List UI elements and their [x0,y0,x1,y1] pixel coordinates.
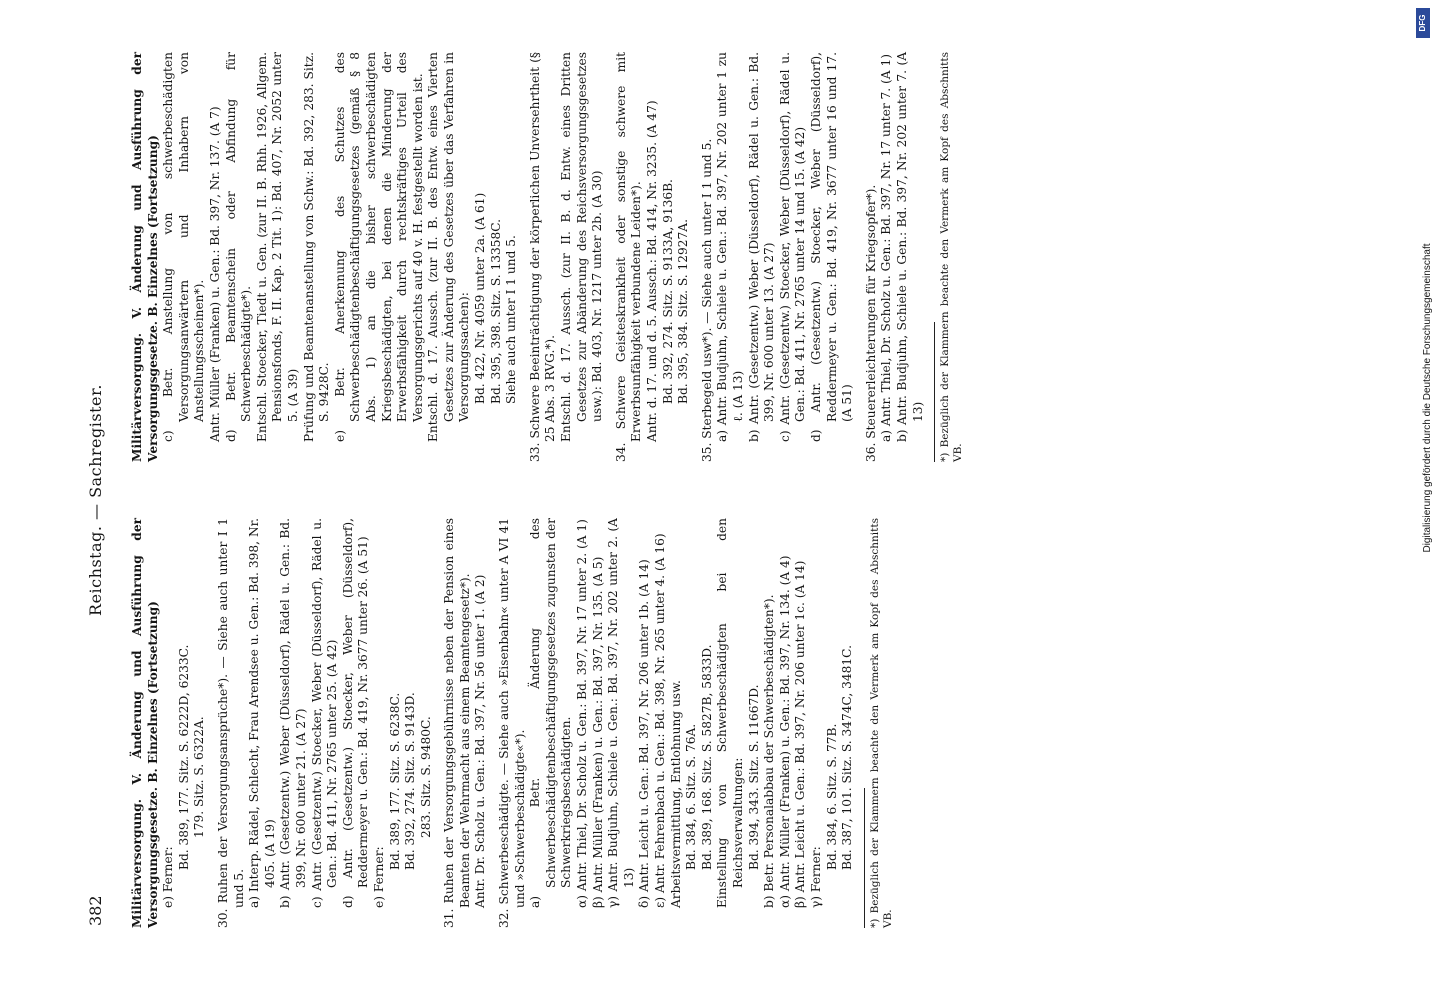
right-entry: Prüfung und Beamtenanstellung von Schw.: Bd. 392, 283. Sitz. S. 9428C. [301,52,332,442]
footnote-rule [934,322,935,462]
right-entry: Bd. 395, 398. Sitz. S. 13358C. [488,218,503,404]
spacer [520,52,528,462]
right-entry: Antr. d. 17. und d. 5. Aussch.: Bd. 414, Nr. 3235. (A 47) [645,100,659,442]
left-entry: Einstellung von Schwerbeschädigten bei den Reichsverwaltungen: [715,518,745,908]
left-entry: a) Interp. Rädel, Schlecht, Frau Arendsee u. Gen.: Bd. 398, Nr. 405. (A 19) [247,518,277,908]
right-entry: a) Antr. Budjuhn, Schiele u. Gen.: Bd. 397, Nr. 202 unter 1 zu ℓ. (A 13) [715,52,745,442]
left-entries [130,518,856,928]
right-entry: a) Antr. Thiel, Dr. Scholz u. Gen.: Bd. 397, Nr. 17 unter 7. (A 1) [879,54,894,442]
left-entry: γ) Antr. Budjuhn, Schiele u. Gen.: Bd. 397, Nr. 202 unter 2. (A 13) [606,518,636,908]
left-entry: Bd. 389, 177. Sitz. S. 6238C. [387,692,402,870]
right-entry: Militärversorgung. V. Änderung und Ausführung der Versorgungsgesetze. B. Einzelnes (Fortsetzung) [130,52,160,462]
right-entry: Bd. 392, 274. Sitz. S. 9133A, 9136B. [660,179,675,404]
right-entry: Entschl. Stoecker, Tiedt u. Gen. (zur II. B. Rhh. 1926, Allgem. Pensionsfonds, F. II. Kap. 2 Tit. 1): Bd. 407, Nr. 2052 unter 5. (A 39) [254,52,300,442]
left-entry: Bd. 389, 168. Sitz. S. 5827B, 5833D. [699,644,714,870]
left-entry: Arbeitsvermittlung, Entlohnung usw. [668,680,683,908]
right-entry: 35. Sterbegeld usw*). — Siehe auch unter I 1 und 5. [699,138,714,462]
left-entry: Bd. 387, 101. Sitz. S. 3474C, 3481C. [840,645,855,870]
right-entries [130,52,926,462]
right-entry: c) Antr. (Gesetzentw.) Stoecker, Weber (Düsseldorf), Rädel u. Gen.: Bd. 411, Nr. 2765 unter 14 und 15. (A 42) [777,52,808,442]
right-entry: Entschl. d. 17. Aussch. (zur II. B. d. Entw. eines Dritten Gesetzes zur Abänderung des Reichsversorgungsgesetzes usw.): Bd. 403, Nr. 1217 unter 2b. (A 30) [559,52,605,442]
left-entry: e) Ferner: [371,846,386,908]
dfg-logo [1416,8,1430,38]
running-header [88,0,110,1000]
left-entry: Bd. 392, 274. Sitz. S. 9143D. [403,692,418,870]
right-entry: Entschl. d. 17. Aussch. (zur II. B. des Entw. eines Vierten Gesetzes zur Änderung des Gesetzes über das Verfahren in Versorgungssachen): [426,52,472,442]
spacer [692,52,700,462]
right-entry: Antr. Müller (Franken) u. Gen.: Bd. 397, Nr. 137. (A 7) [207,106,222,442]
spacer [606,52,614,462]
right-entry: b) Antr. Budjuhn, Schiele u. Gen.: Bd. 397, Nr. 202 unter 7. (A 13) [894,52,925,442]
left-entry: e) Ferner: [161,846,176,908]
left-entry: Bd. 384, 6. Sitz. S. 76A. [684,723,699,870]
credit-text: Digitalisierung gefördert durch die Deutsche Forschungsgemeinschaft [1422,243,1433,553]
rotated-page [64,0,1304,1000]
running-title: Reichstag. — Sachregister. [86,384,105,616]
right-entry: b) Antr. (Gesetzentw.) Weber (Düsseldorf), Rädel u. Gen.: Bd. 399, Nr. 600 unter 13. (A 27) [746,52,777,442]
left-entry: Bd. 384, 6. Sitz. S. 77B. [824,723,839,870]
left-entry: b) Antr. (Gesetzentw.) Weber (Düsseldorf), Rädel u. Gen.: Bd. 399, Nr. 600 unter 21. (A 27) [278,518,308,908]
spacer [434,518,442,928]
left-entry: d) Antr. (Gesetzentw.) Stoecker, Weber (Düsseldorf), Reddermeyer u. Gen.: Bd. 419, Nr. 3677 unter 26. (A 51) [340,518,371,908]
page-number: 382 [86,895,105,926]
left-entry: 179. Sitz. S. 6322A. [192,716,207,838]
left-entry: 283. Sitz. S. 9480C. [418,716,433,838]
right-entry: 33. Schwere Beeinträchtigung der körperlichen Unversehrtheit (§ 25 Abs. 3 RVG.*). [527,52,558,462]
left-entry: Bd. 389, 177. Sitz. S. 6222D, 6233C. [176,644,191,870]
left-footnote: *) Bezüglich der Klammern beachte den Vermerk am Kopf des Abschnitts VB. [868,518,894,928]
left-entry: a) Betr. Änderung des Schwerbeschädigtenbeschäftigungsgesetzes zugunsten der Schwerkriegsbeschädigten. [528,518,574,908]
left-column [130,518,1230,928]
left-entry: 31. Ruhen der Versorgungsgebührnisse neben der Pension eines Beamten der Wehrmacht aus einem Beamtengesetz*). [442,518,472,928]
left-entry: b) Betr. Personalabbau der Schwerbeschädigten*). [762,594,777,908]
left-entry: γ) Ferner: [808,846,823,908]
left-entry: 30. Ruhen der Versorgungsansprüche*). — Siehe auch unter I 1 und 5. [215,518,246,928]
left-entry: α) Antr. Müller (Franken) u. Gen.: Bd. 397, Nr. 134. (A 4) [777,555,792,908]
right-entry: d) Betr. Beamtenschein oder Abfindung für Schwerbeschädigte*). [223,52,254,442]
right-entry: Siehe auch unter I 1 und 5. [504,235,519,404]
digitization-credit [1410,0,1434,1000]
spacer [856,52,864,462]
right-entry: 34. Schwere Geisteskrankheit oder sonstige schwere mit Erwerbsunfähigkeit verbundene Leiden*). [613,52,644,462]
left-entry: δ) Antr. Leicht u. Gen.: Bd. 397, Nr. 206 unter 1b. (A 14) [637,559,652,908]
right-entry: 36. Steuererleichterungen für Kriegsopfer*). [863,184,878,462]
right-entry: Bd. 422, Nr. 4059 unter 2a. (A 61) [473,192,488,404]
spacer [208,518,216,928]
right-entry: e) Betr. Anerkennung des Schutzes des Schwerbeschädigtenbeschäftigungsgesetzes (gemäß § 8 Abs. 1) an die bisher schwerbeschädigten Kriegsbeschädigten, bei denen die Minderung der Erwerbsfähigkeit durch rechtskräftiges Urteil des Versorgungsgerichts auf 40 v. H. festgestellt worden ist. [332,52,425,442]
left-entry: α) Antr. Thiel, Dr. Scholz u. Gen.: Bd. 397, Nr. 17 unter 2. (A 1) [575,519,590,908]
left-entry: Militärversorgung. V. Änderung und Ausführung der Versorgungsgesetze. B. Einzelnes (Fortsetzung) [130,518,160,928]
left-entry: ε) Antr. Fehrenbach u. Gen.: Bd. 398, Nr. 265 unter 4. (A 16) [653,533,667,908]
right-entry: d) Antr. (Gesetzentw.) Stoecker, Weber (Düsseldorf), Reddermeyer u. Gen.: Bd. 419, Nr. 3677 unter 16 und 17. (A 51) [808,52,855,442]
footnote-rule [864,788,865,928]
left-entry: β) Antr. Leicht u. Gen.: Bd. 397, Nr. 206 unter 1c. (A 14) [793,560,808,908]
left-entry: c) Antr. (Gesetzentw.) Stoecker, Weber (Düsseldorf), Rädel u. Gen.: Bd. 411, Nr. 2765 unter 25. (A 42) [309,518,340,908]
left-entry: Bd. 394, 343. Sitz. S. 11667D. [746,684,761,870]
dfg-logo-text: DFG [1418,14,1428,32]
right-column [130,52,1230,462]
left-entry: 32. Schwerbeschädigte. — Siehe auch »Eisenbahn« unter A VI 41 und »Schwerbeschädigte«*). [497,518,527,928]
spacer [489,518,497,928]
right-entry: c) Betr. Anstellung von schwerbeschädigten Versorgungsanwärtern und Inhabern von Anstellungsscheinen*). [161,52,207,442]
right-footnote: *) Bezüglich der Klammern beachte den Vermerk am Kopf des Abschnitts VB. [939,52,965,462]
left-entry: β) Antr. Müller (Franken) u. Gen.: Bd. 397, Nr. 135. (A 5) [590,556,605,908]
left-entry: Antr. Dr. Scholz u. Gen.: Bd. 397, Nr. 56 unter 1. (A 2) [473,574,488,908]
right-entry: Bd. 395, 384. Sitz. S. 12927A. [676,219,691,404]
